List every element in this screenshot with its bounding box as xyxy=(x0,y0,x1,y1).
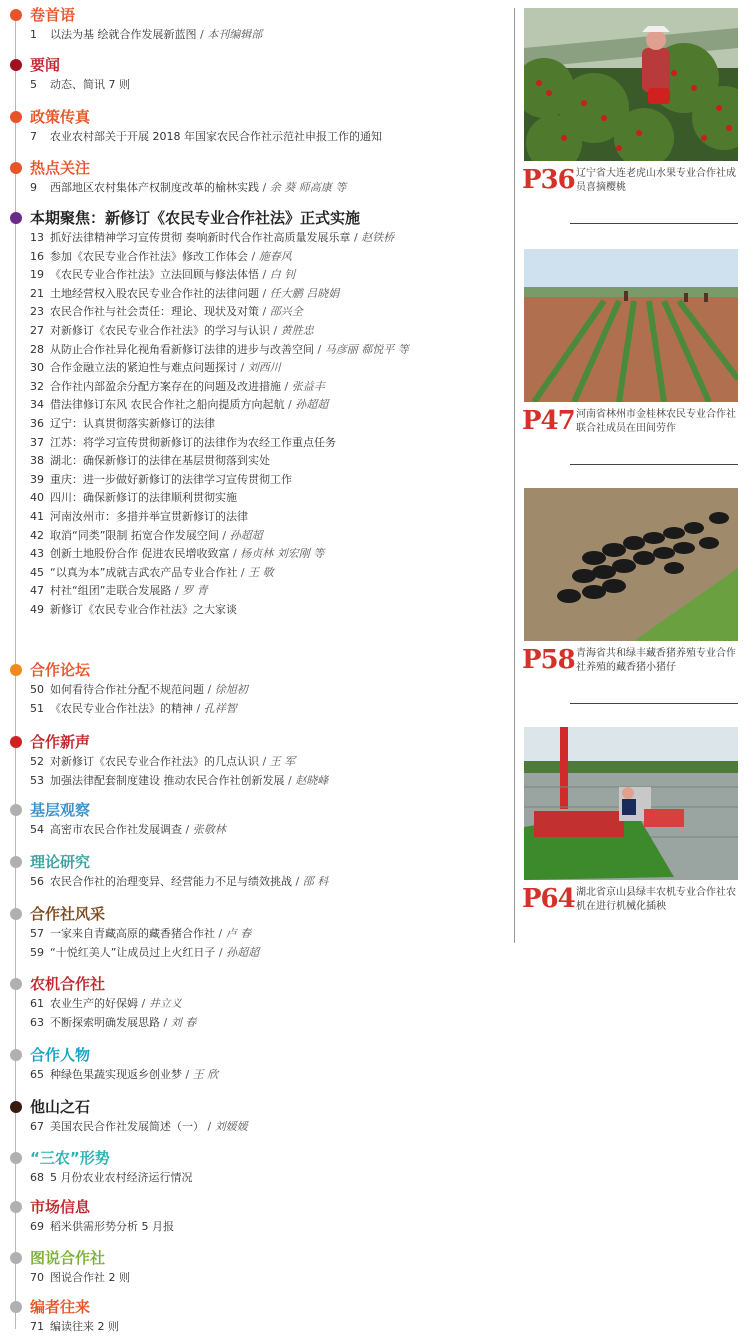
caption-text: 辽宁省大连老虎山水果专业合作社成员喜摘樱桃 xyxy=(576,168,736,193)
entry-page-number: 67 xyxy=(30,1120,44,1133)
author-separator: / xyxy=(270,323,281,337)
toc-entry[interactable] xyxy=(30,1218,174,1237)
field-work-photo[interactable] xyxy=(524,249,738,402)
toc-entry[interactable] xyxy=(30,1269,130,1288)
toc-entry[interactable] xyxy=(30,128,382,147)
entry-title: 农业生产的好保姆 xyxy=(50,997,138,1010)
section-title: 他山之石 xyxy=(30,1098,91,1116)
section-title: 基层观察 xyxy=(30,801,91,819)
author-separator: / xyxy=(314,342,325,356)
entry-title: 不断探索明确发展思路 xyxy=(50,1015,160,1029)
entry-title: 辽宁：认真贯彻落实新修订的法律 xyxy=(50,416,215,430)
entry-page-number: 34 xyxy=(30,398,44,412)
rice-transplanting-photo[interactable] xyxy=(524,727,738,880)
section-items xyxy=(30,1269,130,1288)
photo-column xyxy=(522,0,746,1335)
author-separator: / xyxy=(237,565,249,579)
entry-title: 四川：确保新修订的法律顺利贯彻实施 xyxy=(50,491,237,505)
divider-rule xyxy=(570,464,738,465)
section-marker-dot xyxy=(10,212,22,224)
entry-author: 井立义 xyxy=(148,997,182,1010)
section-marker-dot xyxy=(10,1049,22,1061)
toc-entry[interactable] xyxy=(30,545,409,564)
entry-title: 农业农村部关于开展 2018 年国家农民合作社示范社申报工作的通知 xyxy=(50,130,382,143)
section-items xyxy=(30,229,409,619)
entry-page-number: 38 xyxy=(30,454,44,468)
entry-page-number: 68 xyxy=(30,1171,44,1184)
section-items xyxy=(30,1118,248,1137)
toc-entry[interactable] xyxy=(30,1118,248,1137)
toc-entry[interactable] xyxy=(30,681,248,700)
entry-page-number: 50 xyxy=(30,683,44,696)
entry-title: 合作金融立法的紧迫性与难点问题探讨 xyxy=(50,361,237,375)
toc-entry[interactable] xyxy=(30,322,409,341)
entry-title: 从防止合作社异化视角看新修订法律的进步与改善空间 xyxy=(50,342,314,356)
section-marker-dot xyxy=(10,908,22,920)
author-separator: / xyxy=(248,249,259,263)
toc-entry[interactable] xyxy=(30,753,328,772)
section-title: 要闻 xyxy=(30,56,61,74)
section-title: 图说合作社 xyxy=(30,1249,106,1267)
toc-entry[interactable] xyxy=(30,303,409,322)
column-divider xyxy=(514,8,515,943)
section-marker-dot xyxy=(10,1301,22,1313)
entry-page-number: 9 xyxy=(30,181,37,194)
author-separator: / xyxy=(138,997,149,1010)
entry-title: 《农民专业合作社法》的精神 xyxy=(50,701,193,715)
section-items xyxy=(30,26,262,45)
entry-title: 动态、简讯 7 则 xyxy=(50,78,130,91)
entry-title: 重庆：进一步做好新修订的法律学习宣传贯彻工作 xyxy=(50,472,292,486)
entry-page-number: 49 xyxy=(30,602,44,616)
caption-text: 青海省共和绿丰藏香猪养殖专业合作社养殖的藏香猪小猪仔 xyxy=(576,648,736,673)
entry-page-number: 36 xyxy=(30,416,44,430)
entry-page-number: 19 xyxy=(30,268,44,282)
entry-title: 图说合作社 2 则 xyxy=(50,1271,130,1284)
section-items xyxy=(30,1066,218,1085)
divider-rule xyxy=(570,703,738,704)
author-separator: / xyxy=(281,379,292,393)
author-separator: / xyxy=(204,1120,215,1133)
author-separator: / xyxy=(229,547,241,561)
entry-page-number: 39 xyxy=(30,472,44,486)
toc-entry[interactable] xyxy=(30,772,328,791)
entry-title: “以真为本”成就吉武农产品专业合作社 xyxy=(50,565,238,579)
entry-author: 刘媛媛 xyxy=(214,1120,248,1133)
entry-title: 如何看待合作社分配不规范问题 xyxy=(50,683,204,696)
piglets-photo[interactable] xyxy=(524,488,738,641)
section-items xyxy=(30,1218,174,1237)
entry-title: 农民合作社的治理变异、经营能力不足与绩效挑战 xyxy=(50,875,292,888)
section-items xyxy=(30,1169,193,1188)
entry-author: 王 欣 xyxy=(192,1068,219,1081)
entry-page-number: 71 xyxy=(30,1320,44,1333)
entry-title: 5 月份农业农村经济运行情况 xyxy=(50,1171,193,1184)
toc-entry[interactable] xyxy=(30,601,409,620)
section-items xyxy=(30,1318,119,1337)
section-items xyxy=(30,873,328,892)
toc-entry[interactable] xyxy=(30,471,409,490)
toc-entry[interactable] xyxy=(30,434,409,453)
section-marker-dot xyxy=(10,736,22,748)
section-marker-dot xyxy=(10,1101,22,1113)
entry-author: 卢 春 xyxy=(225,927,252,940)
entry-title: 西部地区农村集体产权制度改革的榆林实践 xyxy=(50,181,259,194)
section-title: 编者往来 xyxy=(30,1298,91,1316)
entry-author: 王 军 xyxy=(269,755,296,768)
entry-page-number: 51 xyxy=(30,701,44,715)
entry-title: 对新修订《农民专业合作社法》的几点认识 xyxy=(50,755,259,768)
toc-entry[interactable] xyxy=(30,378,409,397)
section-title: 市场信息 xyxy=(30,1198,91,1216)
entry-author: 黄胜忠 xyxy=(280,323,314,337)
toc-entry[interactable] xyxy=(30,564,409,583)
entry-page-number: 40 xyxy=(30,491,44,505)
entry-title: 以法为基 绘就合作发展新蓝图 xyxy=(50,28,197,41)
section-title: 理论研究 xyxy=(30,853,91,871)
toc-entry[interactable] xyxy=(30,582,409,601)
author-separator: / xyxy=(215,927,226,940)
toc-entry[interactable] xyxy=(30,995,196,1014)
entry-page-number: 32 xyxy=(30,379,44,393)
entry-author: 孙超超 xyxy=(226,945,260,959)
toc-entry[interactable] xyxy=(30,76,130,95)
section-items xyxy=(30,925,259,962)
toc-entry[interactable] xyxy=(30,396,409,415)
section-items xyxy=(30,128,382,147)
entry-author: 刘 春 xyxy=(170,1015,197,1029)
author-separator: / xyxy=(292,875,303,888)
entry-page-number: 70 xyxy=(30,1271,44,1284)
entry-page-number: 41 xyxy=(30,509,44,523)
entry-author: 白 钊 xyxy=(269,268,296,282)
page-number-label: P58 xyxy=(522,645,575,675)
entry-page-number: 13 xyxy=(30,231,44,244)
section-title: 本期聚焦：新修订《农民专业合作社法》正式实施 xyxy=(30,209,361,227)
author-separator: / xyxy=(350,231,362,244)
section-title: 农机合作社 xyxy=(30,975,106,993)
entry-title: 农民合作社与社会责任：理论、现状及对策 xyxy=(50,305,259,319)
toc-entry[interactable] xyxy=(30,359,409,378)
section-items xyxy=(30,76,130,95)
entry-title: 参加《农民专业合作社法》修改工作体会 xyxy=(50,249,248,263)
section-title: 政策传真 xyxy=(30,108,91,126)
entry-author: 余 葵 师高康 等 xyxy=(269,181,347,194)
entry-author: 张敬林 xyxy=(192,823,226,836)
toc-entry[interactable] xyxy=(30,1014,196,1033)
entry-author: 邵 科 xyxy=(302,875,329,888)
section-marker-dot xyxy=(10,9,22,21)
entry-page-number: 7 xyxy=(30,130,37,143)
entry-title: 高密市农民合作社发展调查 xyxy=(50,823,182,836)
author-separator: / xyxy=(160,1015,171,1029)
entry-title: 村社“组团”走联合发展路 xyxy=(50,584,172,598)
entry-page-number: 23 xyxy=(30,305,44,319)
entry-author: 本刊编辑部 xyxy=(207,28,263,41)
caption-text: 湖北省京山县绿丰农机专业合作社农机在进行机械化插秧 xyxy=(576,887,736,912)
entry-author: 徐旭初 xyxy=(214,683,248,696)
entry-title: 美国农民合作社发展简述（一） xyxy=(50,1120,204,1133)
toc-entry[interactable] xyxy=(30,266,409,285)
entry-page-number: 37 xyxy=(30,435,44,449)
toc-entry[interactable] xyxy=(30,508,409,527)
entry-page-number: 21 xyxy=(30,286,44,300)
entry-page-number: 28 xyxy=(30,342,44,356)
caption-text: 河南省林州市金桂林农民专业合作社联合社成员在田间劳作 xyxy=(576,409,736,434)
page-number-label: P47 xyxy=(522,406,575,436)
entry-title: 加强法律配套制度建设 推动农民合作社创新发展 xyxy=(50,773,285,787)
entry-title: 河南汝州市：多措并举宣贯新修订的法律 xyxy=(50,509,248,523)
author-separator: / xyxy=(215,945,227,959)
author-separator: / xyxy=(284,398,296,412)
entry-page-number: 69 xyxy=(30,1220,44,1233)
section-marker-dot xyxy=(10,111,22,123)
section-title: 卷首语 xyxy=(30,6,76,24)
section-title: 热点关注 xyxy=(30,159,91,177)
section-marker-dot xyxy=(10,856,22,868)
section-title: 合作新声 xyxy=(30,733,91,751)
toc-entry[interactable] xyxy=(30,452,409,471)
entry-author: 邵兴全 xyxy=(269,305,303,319)
author-separator: / xyxy=(259,755,270,768)
author-separator: / xyxy=(218,528,230,542)
toc-entry[interactable] xyxy=(30,873,328,892)
entry-page-number: 56 xyxy=(30,875,44,888)
author-separator: / xyxy=(182,1068,193,1081)
entry-author: 罗 青 xyxy=(182,584,208,598)
entry-title: 创新土地股份合作 促进农民增收致富 xyxy=(50,547,230,561)
entry-page-number: 47 xyxy=(30,584,44,598)
author-separator: / xyxy=(259,181,270,194)
section-title: 合作论坛 xyxy=(30,661,91,679)
section-title: 合作社风采 xyxy=(30,905,106,923)
toc-entry[interactable] xyxy=(30,925,259,944)
author-separator: / xyxy=(237,361,248,375)
section-marker-dot xyxy=(10,1252,22,1264)
author-separator: / xyxy=(259,268,270,282)
entry-author: 任大鹏 吕晓娟 xyxy=(269,286,340,300)
entry-page-number: 30 xyxy=(30,361,44,375)
toc-entry[interactable] xyxy=(30,1318,119,1337)
entry-page-number: 57 xyxy=(30,927,44,940)
toc-entry[interactable] xyxy=(30,415,409,434)
entry-page-number: 52 xyxy=(30,755,44,768)
entry-page-number: 65 xyxy=(30,1068,44,1081)
entry-author: 孙超超 xyxy=(295,398,329,412)
toc-entry[interactable] xyxy=(30,944,259,963)
entry-page-number: 45 xyxy=(30,565,44,579)
toc-entry[interactable] xyxy=(30,179,346,198)
divider-rule xyxy=(570,223,738,224)
author-separator: / xyxy=(259,286,270,300)
entry-author: 马彦丽 郗悦平 等 xyxy=(324,342,409,356)
section-items xyxy=(30,179,346,198)
entry-title: 编读往来 2 则 xyxy=(50,1320,119,1333)
section-marker-dot xyxy=(10,59,22,71)
entry-author: 赵铁桥 xyxy=(361,231,395,244)
toc-entry[interactable] xyxy=(30,821,226,840)
entry-author: 孙超超 xyxy=(229,528,263,542)
section-items xyxy=(30,995,196,1032)
entry-author: 孔祥智 xyxy=(203,701,237,715)
entry-page-number: 61 xyxy=(30,997,44,1010)
entry-author: 张益丰 xyxy=(291,379,325,393)
toc-entry[interactable] xyxy=(30,285,409,304)
entry-title: 土地经营权入股农民专业合作社的法律问题 xyxy=(50,286,259,300)
entry-title: 借法律修订东风 农民合作社之船向提质方向起航 xyxy=(50,398,285,412)
entry-title: 种绿色果蔬实现返乡创业梦 xyxy=(50,1068,182,1081)
section-items xyxy=(30,753,328,790)
entry-page-number: 42 xyxy=(30,528,44,542)
toc-entry[interactable] xyxy=(30,700,248,719)
page-number-label: P36 xyxy=(522,165,575,195)
section-marker-dot xyxy=(10,664,22,676)
entry-page-number: 1 xyxy=(30,28,37,41)
cherry-picking-photo[interactable] xyxy=(524,8,738,161)
entry-title: 江苏：将学习宣传贯彻新修订的法律作为农经工作重点任务 xyxy=(50,435,336,449)
entry-page-number: 27 xyxy=(30,323,44,337)
section-items xyxy=(30,821,226,840)
author-separator: / xyxy=(259,305,270,319)
author-separator: / xyxy=(182,823,193,836)
author-separator: / xyxy=(284,773,296,787)
entry-page-number: 16 xyxy=(30,249,44,263)
toc-entry[interactable] xyxy=(30,248,409,267)
entry-title: “十悦红美人”让成员过上火红日子 xyxy=(50,945,216,959)
entry-title: 湖北：确保新修订的法律在基层贯彻落到实处 xyxy=(50,454,270,468)
toc-entry[interactable] xyxy=(30,341,409,360)
page-number-label: P64 xyxy=(522,884,575,914)
entry-title: 稻米供需形势分析 5 月报 xyxy=(50,1220,174,1233)
section-title: 合作人物 xyxy=(30,1046,91,1064)
section-marker-dot xyxy=(10,1152,22,1164)
entry-page-number: 53 xyxy=(30,773,44,787)
author-separator: / xyxy=(204,683,215,696)
toc-entry[interactable] xyxy=(30,489,409,508)
entry-author: 施春风 xyxy=(258,249,292,263)
author-separator: / xyxy=(193,701,204,715)
toc-entry[interactable] xyxy=(30,527,409,546)
entry-page-number: 63 xyxy=(30,1015,44,1029)
entry-title: 对新修订《农民专业合作社法》的学习与认识 xyxy=(50,323,270,337)
entry-page-number: 43 xyxy=(30,547,44,561)
section-marker-dot xyxy=(10,978,22,990)
entry-author: 赵晓峰 xyxy=(295,773,329,787)
section-marker-dot xyxy=(10,1201,22,1213)
entry-title: 一家来自青藏高原的藏香猪合作社 xyxy=(50,927,215,940)
section-title: “三农”形势 xyxy=(30,1149,110,1167)
toc-entry[interactable] xyxy=(30,1169,193,1188)
entry-page-number: 54 xyxy=(30,823,44,836)
entry-author: 杨贞林 刘宏刚 等 xyxy=(240,547,325,561)
section-items xyxy=(30,681,248,718)
entry-author: 王 敬 xyxy=(248,565,274,579)
section-marker-dot xyxy=(10,162,22,174)
toc-entry[interactable] xyxy=(30,229,409,248)
section-marker-dot xyxy=(10,804,22,816)
entry-title: 《农民专业合作社法》立法回顾与修法体悟 xyxy=(50,268,259,282)
author-separator: / xyxy=(171,584,183,598)
entry-title: 合作社内部盈余分配方案存在的问题及改进措施 xyxy=(50,379,281,393)
entry-title: 新修订《农民专业合作社法》之大家谈 xyxy=(50,602,237,616)
entry-page-number: 5 xyxy=(30,78,37,91)
entry-author: 刘西川 xyxy=(247,361,281,375)
toc-entry[interactable] xyxy=(30,26,262,45)
entry-title: 取消“同类”限制 拓宽合作发展空间 xyxy=(50,528,219,542)
author-separator: / xyxy=(196,28,208,41)
toc-entry[interactable] xyxy=(30,1066,218,1085)
entry-title: 抓好法律精神学习宣传贯彻 奏响新时代合作社高质量发展乐章 xyxy=(50,231,351,244)
entry-page-number: 59 xyxy=(30,945,44,959)
